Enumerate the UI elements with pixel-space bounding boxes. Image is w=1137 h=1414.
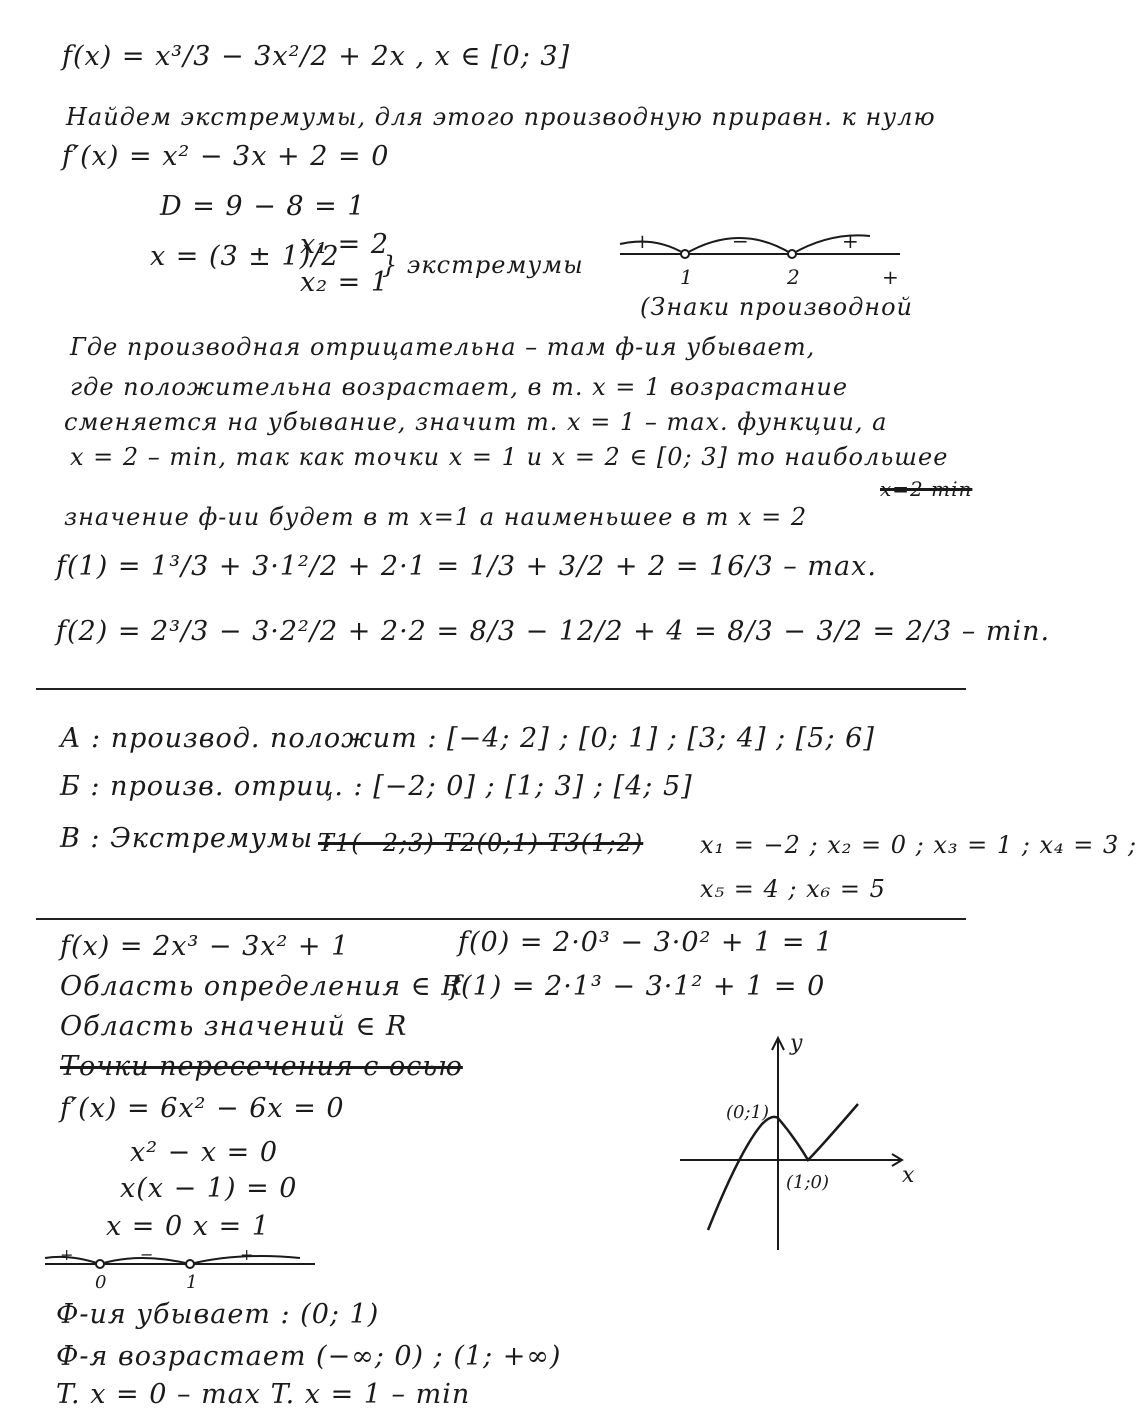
sign-chart-2-sign-2: − bbox=[140, 1245, 154, 1264]
extrema-label: } экстремумы bbox=[382, 251, 584, 279]
struck-line: Точки пересечения с осью bbox=[60, 1051, 463, 1082]
derivative-equation-2: f′(x) = 6x² − 6x = 0 bbox=[60, 1093, 345, 1124]
sign-chart-1-point-1 bbox=[681, 250, 689, 258]
line-v-label: В : Экстремумы : bbox=[60, 823, 333, 854]
roots-line: x = 0 x = 1 bbox=[106, 1211, 270, 1242]
x-axis-label: x bbox=[902, 1163, 915, 1188]
explanation-line-3: сменяется на убывание, значит т. x = 1 – max. функции, а bbox=[64, 408, 888, 436]
line-v-values-2: x₅ = 4 ; x₆ = 5 bbox=[700, 875, 886, 903]
discriminant: D = 9 − 8 = 1 bbox=[160, 191, 366, 222]
sign-chart-1-sign-1: + bbox=[634, 229, 651, 253]
sign-chart-caption: (Знаки производной bbox=[640, 293, 914, 321]
line-b: Б : произв. отриц. : [−2; 0] ; [1; 3] ; [4; 5] bbox=[60, 771, 693, 802]
task-statement: Найдем экстремумы, для этого производную приравн. к нулю bbox=[66, 103, 936, 131]
sign-chart-1-label-1: 1 bbox=[680, 265, 693, 289]
max-point-label: (0;1) bbox=[726, 1102, 770, 1123]
explanation-struck: x=2 min bbox=[880, 477, 973, 501]
sign-chart-1-axis-end: + bbox=[882, 265, 899, 289]
sign-chart-2 bbox=[40, 1244, 320, 1294]
explanation-line-5: значение ф-ии будет в т x=1 а наименьшее в т x = 2 bbox=[64, 503, 808, 531]
section-divider-2 bbox=[36, 918, 966, 920]
explanation-line-1: Где производная отрицательна – там ф-ия убывает, bbox=[70, 333, 816, 361]
increasing-intervals: Ф-я возрастает (−∞; 0) ; (1; +∞) bbox=[56, 1341, 562, 1372]
sign-chart-2-sign-3: + bbox=[240, 1245, 254, 1264]
sign-chart-2-sign-1: + bbox=[60, 1245, 74, 1264]
f-of-1-calculation: f(1) = 1³/3 + 3·1²/2 + 2·1 = 1/3 + 3/2 + 2 = 16/3 – max. bbox=[56, 551, 877, 582]
sign-chart-2-label-1: 0 bbox=[95, 1272, 107, 1293]
sign-chart-1-sign-2: − bbox=[732, 229, 749, 253]
function-graph bbox=[670, 1020, 930, 1260]
sign-chart-1 bbox=[610, 222, 910, 292]
extrema-summary: T. x = 0 – max T. x = 1 – min bbox=[56, 1379, 471, 1410]
roots-formula: x = (3 ± 1)/2 bbox=[150, 241, 340, 272]
root-two: x₂ = 1 bbox=[300, 267, 390, 298]
explanation-line-2: где положительна возрастает, в т. x = 1 возрастание bbox=[70, 373, 849, 401]
function-definition-2: f(x) = 2x³ − 3x² + 1 bbox=[60, 931, 350, 962]
range-line: Область значений ∈ R bbox=[60, 1011, 408, 1042]
equation-step-1: x² − x = 0 bbox=[130, 1137, 279, 1168]
derivative-equation-1: f′(x) = x² − 3x + 2 = 0 bbox=[62, 141, 390, 172]
domain-line: Область определения ∈ R bbox=[60, 971, 463, 1002]
line-v-struck: T1(−2;3) T2(0;1) T3(1;2) bbox=[318, 829, 644, 857]
line-a: А : производ. положит : [−4; 2] ; [0; 1] ; [3; 4] ; [5; 6] bbox=[60, 723, 875, 754]
section-divider-1 bbox=[36, 688, 966, 690]
sign-chart-1-point-2 bbox=[788, 250, 796, 258]
explanation-line-4: x = 2 – min, так как точки x = 1 и x = 2 ∈ [0; 3] то наибольшее bbox=[70, 443, 949, 471]
y-axis-label: y bbox=[790, 1031, 803, 1056]
f-of-1: f(1) = 2·1³ − 3·1² + 1 = 0 bbox=[450, 971, 826, 1002]
equation-step-2: x(x − 1) = 0 bbox=[120, 1173, 298, 1204]
f-of-0: f(0) = 2·0³ − 3·0² + 1 = 1 bbox=[458, 927, 834, 958]
sign-chart-1-sign-3: + bbox=[842, 229, 859, 253]
decreasing-interval: Ф-ия убывает : (0; 1) bbox=[56, 1299, 380, 1330]
root-one: x₁ = 2 bbox=[300, 229, 390, 260]
min-point-label: (1;0) bbox=[786, 1172, 830, 1193]
sign-chart-2-point-1 bbox=[96, 1260, 104, 1268]
sign-chart-1-label-2: 2 bbox=[787, 265, 800, 289]
function-definition-1: f(x) = x³/3 − 3x²/2 + 2x , x ∈ [0; 3] bbox=[62, 41, 571, 72]
sign-chart-2-point-2 bbox=[186, 1260, 194, 1268]
line-v-values: x₁ = −2 ; x₂ = 0 ; x₃ = 1 ; x₄ = 3 ; bbox=[700, 831, 1137, 859]
f-of-2-calculation: f(2) = 2³/3 − 3·2²/2 + 2·2 = 8/3 − 12/2 + 4 = 8/3 − 3/2 = 2/3 – min. bbox=[56, 616, 1051, 647]
sign-chart-2-label-2: 1 bbox=[186, 1272, 198, 1293]
